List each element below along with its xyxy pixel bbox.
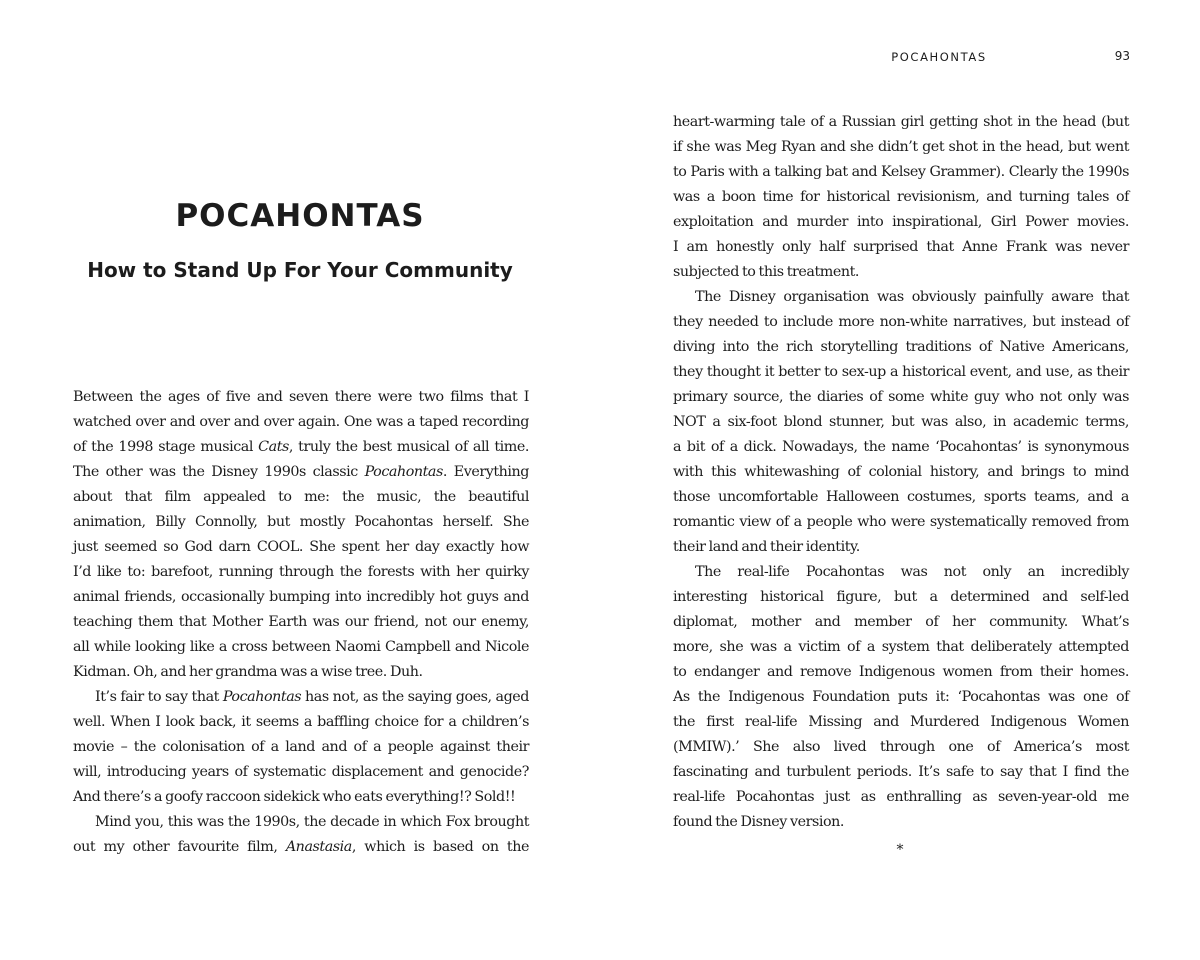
text-line: to endanger and remove Indigenous women from their homes. <box>673 664 1129 680</box>
text-line: movie – the colonisation of a land and of a people against their <box>73 739 529 755</box>
text-line: they needed to include more non-white narratives, but instead of <box>673 314 1129 330</box>
text-line: to Paris with a talking bat and Kelsey Grammer). Clearly the 1990s <box>673 164 1129 180</box>
section-separator: * <box>896 842 904 858</box>
text-line: heart-warming tale of a Russian girl getting shot in the head (but <box>673 114 1129 130</box>
right-page-body-text <box>673 110 1129 835</box>
text-line: As the Indigenous Foundation puts it: ‘Pocahontas was one of <box>673 689 1129 705</box>
text-line: primary source, the diaries of some white guy who not only was <box>673 389 1129 405</box>
text-line: fascinating and turbulent periods. It’s safe to say that I find the <box>673 764 1129 780</box>
text-line: The Disney organisation was obviously painfully aware that <box>695 289 1129 305</box>
text-line: they thought it better to sex-up a historical event, and use, as their <box>673 364 1129 380</box>
text-line: NOT a six-foot blond stunner, but was also, in academic terms, <box>673 414 1129 430</box>
text-line: watched over and over and over again. One was a taped recording <box>73 414 529 430</box>
text-line: their land and their identity. <box>673 539 860 555</box>
text-line: with this whitewashing of colonial history, and brings to mind <box>673 464 1129 480</box>
text-line: of the 1998 stage musical Cats, truly the best musical of all time. <box>73 439 529 455</box>
text-line: well. When I look back, it seems a baffling choice for a children’s <box>73 714 529 730</box>
text-line: if she was Meg Ryan and she didn’t get shot in the head, but went <box>673 139 1129 155</box>
text-line: a bit of a dick. Nowadays, the name ‘Pocahontas’ is synonymous <box>673 439 1129 455</box>
running-head: POCAHONTAS <box>891 50 987 64</box>
chapter-title: POCAHONTAS <box>175 198 425 234</box>
chapter-subtitle: How to Stand Up For Your Community <box>87 258 513 282</box>
page-number: 93 <box>1114 49 1130 63</box>
left-page-body-text <box>73 385 529 860</box>
text-line: diving into the rich storytelling traditions of Native Americans, <box>673 339 1129 355</box>
text-line: Mind you, this was the 1990s, the decade in which Fox brought <box>95 814 529 830</box>
text-line: real-life Pocahontas just as enthralling as seven-year-old me <box>673 789 1129 805</box>
text-line: was a boon time for historical revisionism, and turning tales of <box>673 189 1129 205</box>
text-line: found the Disney version. <box>673 814 845 830</box>
text-line: teaching them that Mother Earth was our friend, not our enemy, <box>73 614 529 630</box>
text-line: just seemed so God darn COOL. She spent her day exactly how <box>73 539 529 555</box>
text-line: interesting historical figure, but a determined and self-led <box>673 589 1129 605</box>
text-line: diplomat, mother and member of her community. What’s <box>673 614 1129 630</box>
text-line: I am honestly only half surprised that Anne Frank was never <box>673 239 1129 255</box>
text-line: The other was the Disney 1990s classic Pocahontas. Everything <box>73 464 529 480</box>
text-line: will, introducing years of systematic displacement and genocide? <box>73 764 529 780</box>
text-line: animal friends, occasionally bumping into incredibly hot guys and <box>73 589 529 605</box>
text-line: The real-life Pocahontas was not only an incredibly <box>695 564 1129 580</box>
text-line: more, she was a victim of a system that deliberately attempted <box>673 639 1129 655</box>
text-line: (MMIW).’ She also lived through one of America’s most <box>673 739 1129 755</box>
right-page <box>600 0 1200 960</box>
text-line: the first real-life Missing and Murdered Indigenous Women <box>673 714 1129 730</box>
text-line: about that film appealed to me: the music, the beautiful <box>73 489 529 505</box>
text-line: out my other favourite film, Anastasia, which is based on the <box>73 839 529 855</box>
text-line: all while looking like a cross between Naomi Campbell and Nicole <box>73 639 529 655</box>
text-line: exploitation and murder into inspirational, Girl Power movies. <box>673 214 1129 230</box>
text-line: I’d like to: barefoot, running through the forests with her quirky <box>73 564 529 580</box>
text-line: And there’s a goofy raccoon sidekick who eats everything!? Sold!! <box>73 789 516 805</box>
text-line: those uncomfortable Halloween costumes, sports teams, and a <box>673 489 1129 505</box>
text-line: It’s fair to say that Pocahontas has not, as the saying goes, aged <box>95 689 529 705</box>
text-line: animation, Billy Connolly, but mostly Pocahontas herself. She <box>73 514 529 530</box>
text-line: subjected to this treatment. <box>673 264 860 280</box>
text-line: romantic view of a people who were systematically removed from <box>673 514 1129 530</box>
text-line: Kidman. Oh, and her grandma was a wise tree. Duh. <box>73 664 423 680</box>
text-line: Between the ages of five and seven there were two films that I <box>73 389 529 405</box>
